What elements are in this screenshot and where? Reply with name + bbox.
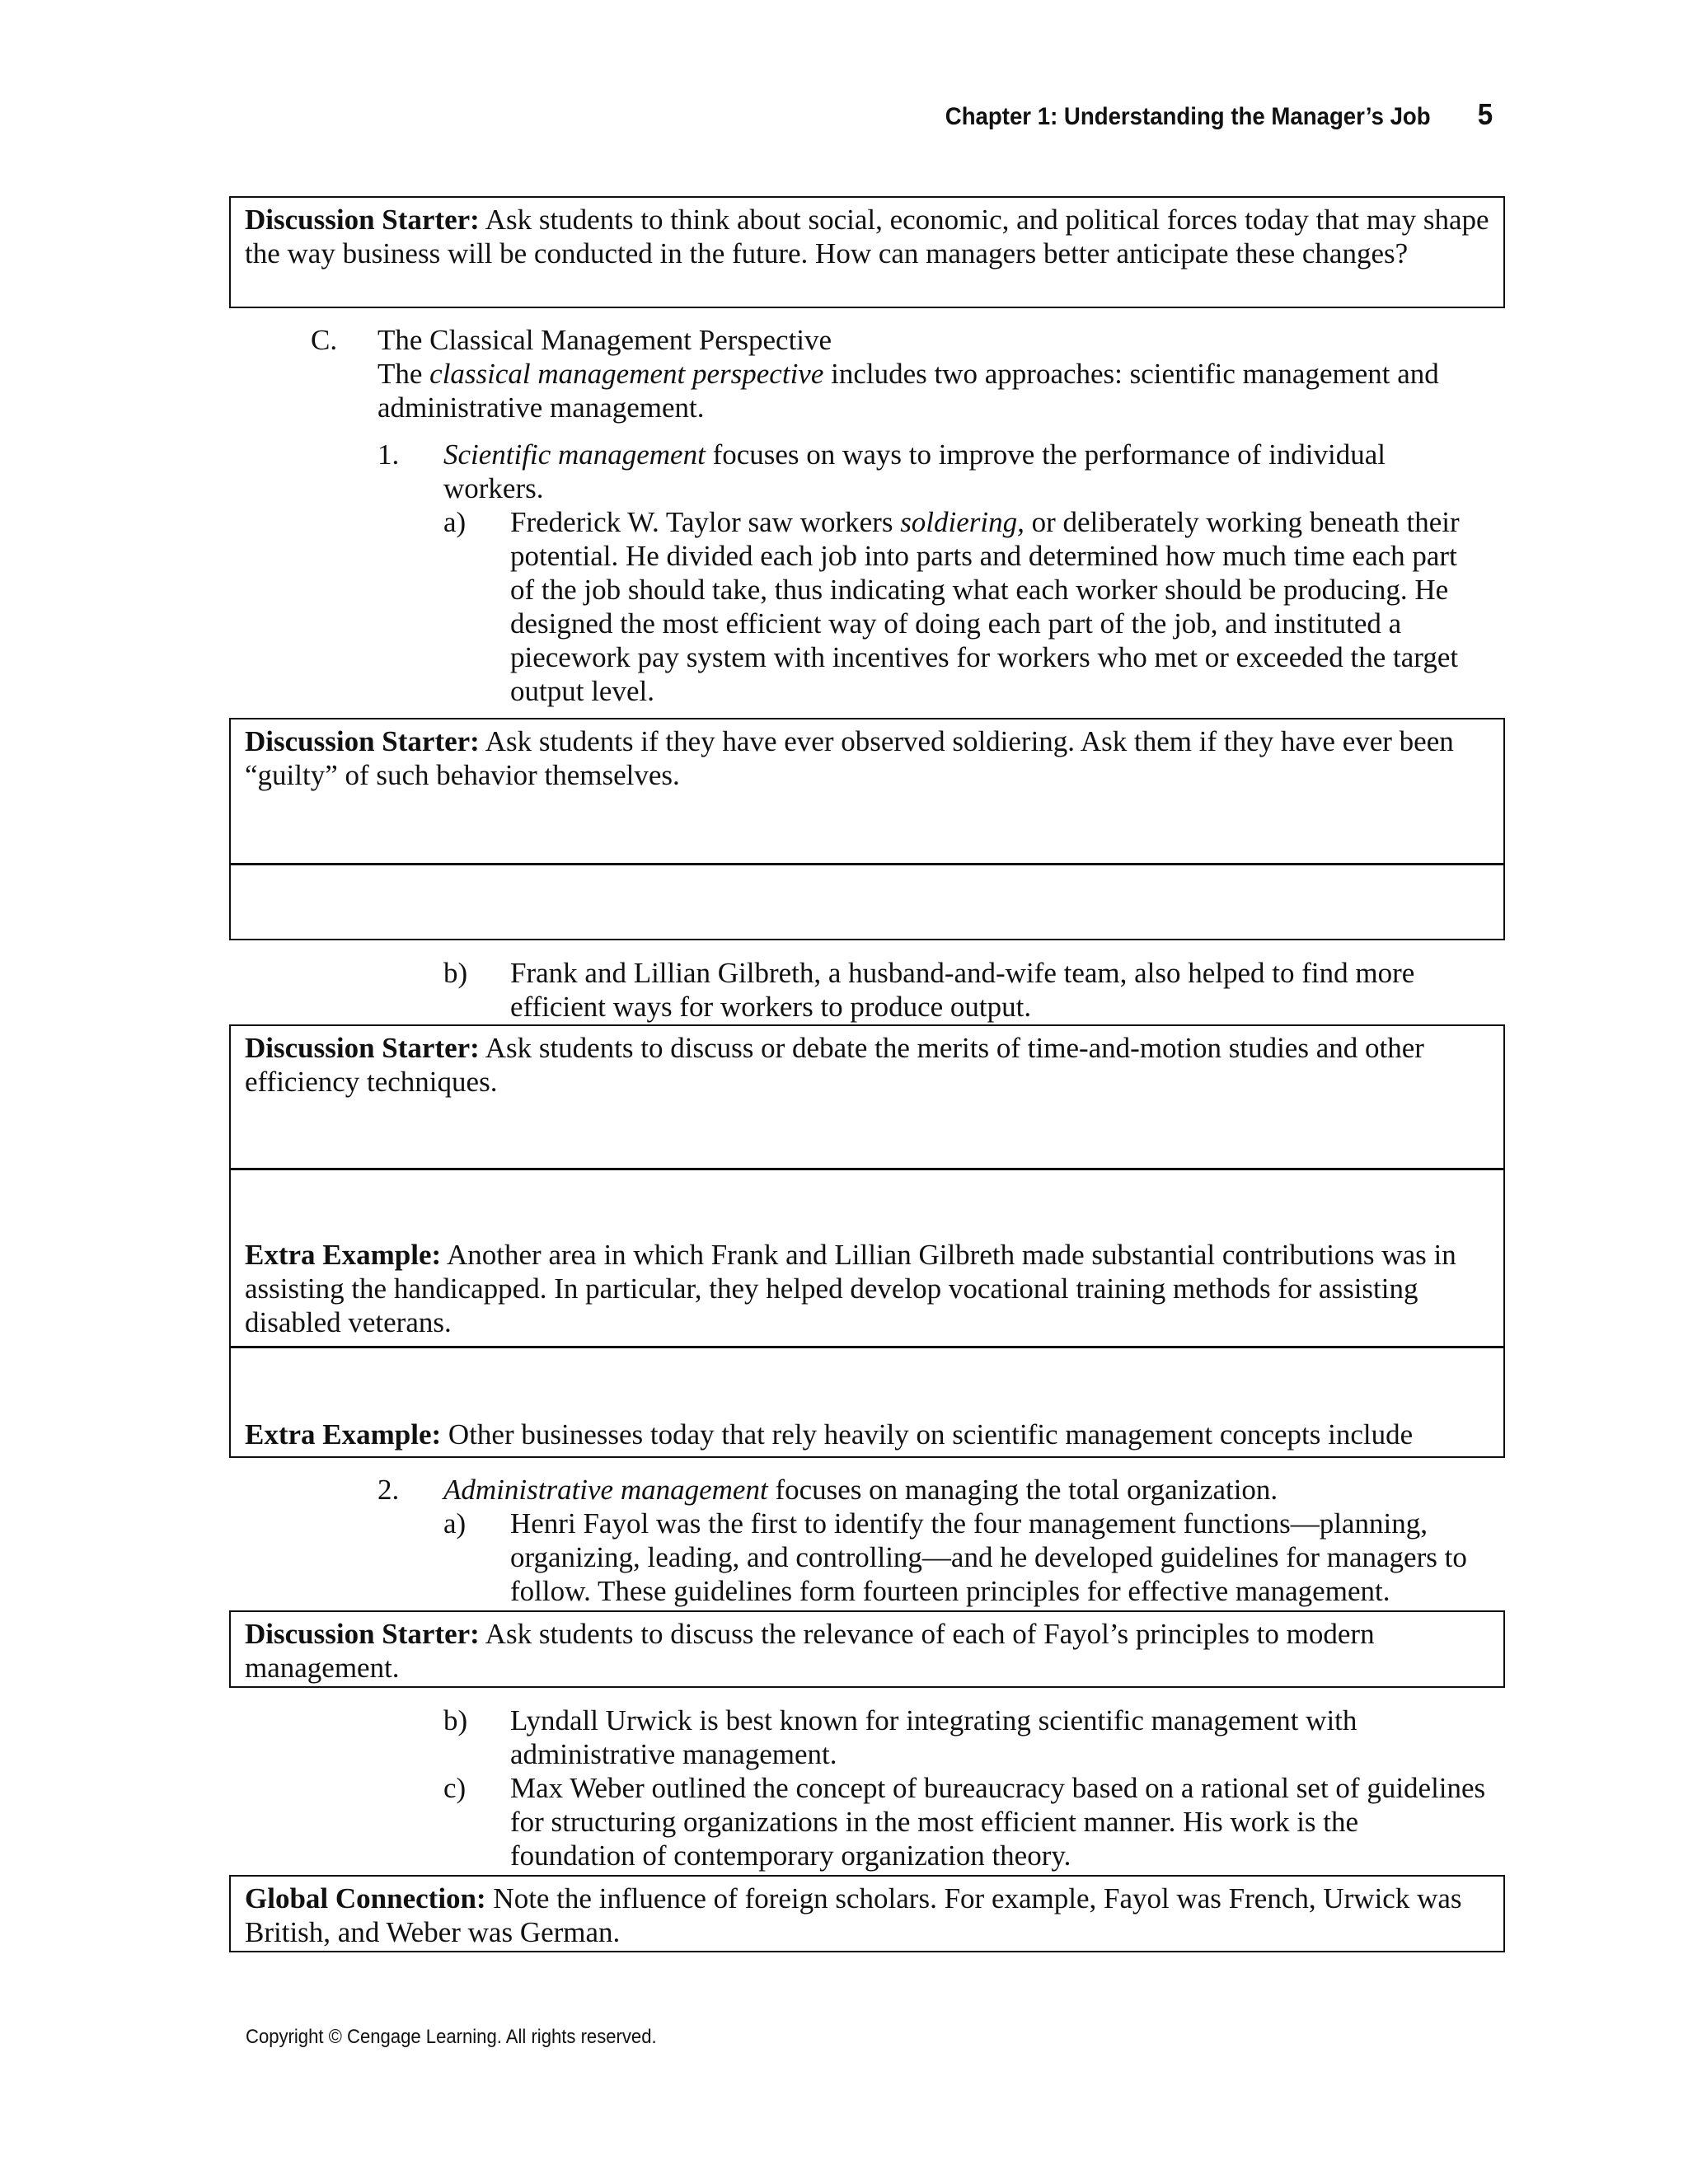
chapter-title: Chapter 1: Understanding the Manager’s Job bbox=[945, 103, 1431, 130]
page-number: 5 bbox=[1477, 97, 1493, 131]
box-divider bbox=[229, 863, 1505, 865]
subitem-marker: c) bbox=[443, 1772, 467, 1804]
box-label: Discussion Starter: bbox=[245, 725, 480, 757]
box-label: Discussion Starter: bbox=[245, 1618, 480, 1650]
box-label: Global Connection: bbox=[245, 1882, 486, 1915]
global-connection-box bbox=[229, 1875, 1505, 1952]
page-header bbox=[945, 97, 1493, 132]
box-label: Discussion Starter: bbox=[245, 1032, 480, 1064]
item-marker: 2. bbox=[377, 1474, 400, 1506]
box-label: Discussion Starter: bbox=[245, 204, 480, 236]
copyright-footer: Copyright © Cengage Learning. All rights reserved. bbox=[246, 2026, 657, 2048]
extra-example-box bbox=[245, 1238, 1491, 1339]
term-administrative-management: Administrative management bbox=[443, 1474, 768, 1506]
box-text: Ask students if they have ever observed soldiering. Ask them if they have ever been “guilty” of such behavior themselves. bbox=[245, 725, 1454, 791]
box-label: Extra Example: bbox=[245, 1239, 442, 1271]
discussion-starter-box bbox=[229, 1610, 1505, 1688]
extra-example-box bbox=[245, 1418, 1491, 1451]
subitem-marker: a) bbox=[443, 1507, 467, 1540]
section-intro: The classical management perspective includes two approaches: scientific management and administrative management. bbox=[377, 358, 1439, 424]
term-scientific-management: Scientific management bbox=[443, 438, 706, 471]
box-divider bbox=[229, 1346, 1505, 1348]
box-text: Other businesses today that rely heavily on scientific management concepts include bbox=[448, 1418, 1414, 1451]
subitem-gilbreth: Frank and Lillian Gilbreth, a husband-and-wife team, also helped to find more efficient ways for workers to produce output. bbox=[510, 957, 1415, 1023]
section-marker: C. bbox=[311, 324, 338, 356]
term-classical-management: classical management perspective bbox=[429, 358, 824, 390]
subitem-urwick: Lyndall Urwick is best known for integrating scientific management with administrative management. bbox=[510, 1704, 1357, 1770]
term-soldiering: soldiering, bbox=[900, 506, 1025, 538]
box-label: Extra Example: bbox=[245, 1418, 442, 1451]
box-text: Ask students to discuss or debate the merits of time-and-motion studies and other efficiency techniques. bbox=[245, 1032, 1424, 1098]
box-divider bbox=[229, 1168, 1505, 1170]
item-scientific-management: Scientific management focuses on ways to improve the performance of individual workers. bbox=[443, 438, 1386, 504]
item-marker: 1. bbox=[377, 438, 400, 471]
item-administrative-management: Administrative management focuses on managing the total organization. bbox=[443, 1474, 1278, 1506]
subitem-marker: a) bbox=[443, 506, 467, 538]
subitem-weber: Max Weber outlined the concept of bureaucracy based on a rational set of guidelines for structuring organizations in the most efficient manner. His work is the foundation of contemporary organization theory. bbox=[510, 1772, 1486, 1872]
box-text: Another area in which Frank and Lillian Gilbreth made substantial contributions was in assisting the handicapped. In particular, they helped develop vocational training methods for assisting disabled veterans. bbox=[245, 1239, 1456, 1338]
discussion-starter-box bbox=[229, 196, 1505, 308]
box-text: Ask students to think about social, economic, and political forces today that may shape the way business will be conducted in the future. How can managers better anticipate these changes? bbox=[245, 204, 1489, 269]
discussion-starter-box bbox=[229, 718, 1505, 940]
subitem-marker: b) bbox=[443, 957, 468, 989]
subitem-fayol: Henri Fayol was the first to identify the four management functions—planning, organizing, leading, and controlling—and he developed guidelines for managers to follow. These guidelines form fourteen principles for effective management. bbox=[510, 1507, 1467, 1607]
subitem-taylor: Frederick W. Taylor saw workers soldiering, or deliberately working beneath their potential. He divided each job into parts and determined how much time each part of the job should take, thus indicating what each worker should be producing. He designed the most efficient way of doing each part of the job, and instituted a piecework pay system with incentives for workers who met or exceeded the target output level. bbox=[510, 506, 1460, 707]
subitem-marker: b) bbox=[443, 1704, 468, 1736]
box-text: Note the influence of foreign scholars. For example, Fayol was French, Urwick was British, and Weber was German. bbox=[245, 1882, 1462, 1948]
section-title: The Classical Management Perspective bbox=[377, 324, 832, 356]
box-text: Ask students to discuss the relevance of each of Fayol’s principles to modern management. bbox=[245, 1618, 1375, 1684]
